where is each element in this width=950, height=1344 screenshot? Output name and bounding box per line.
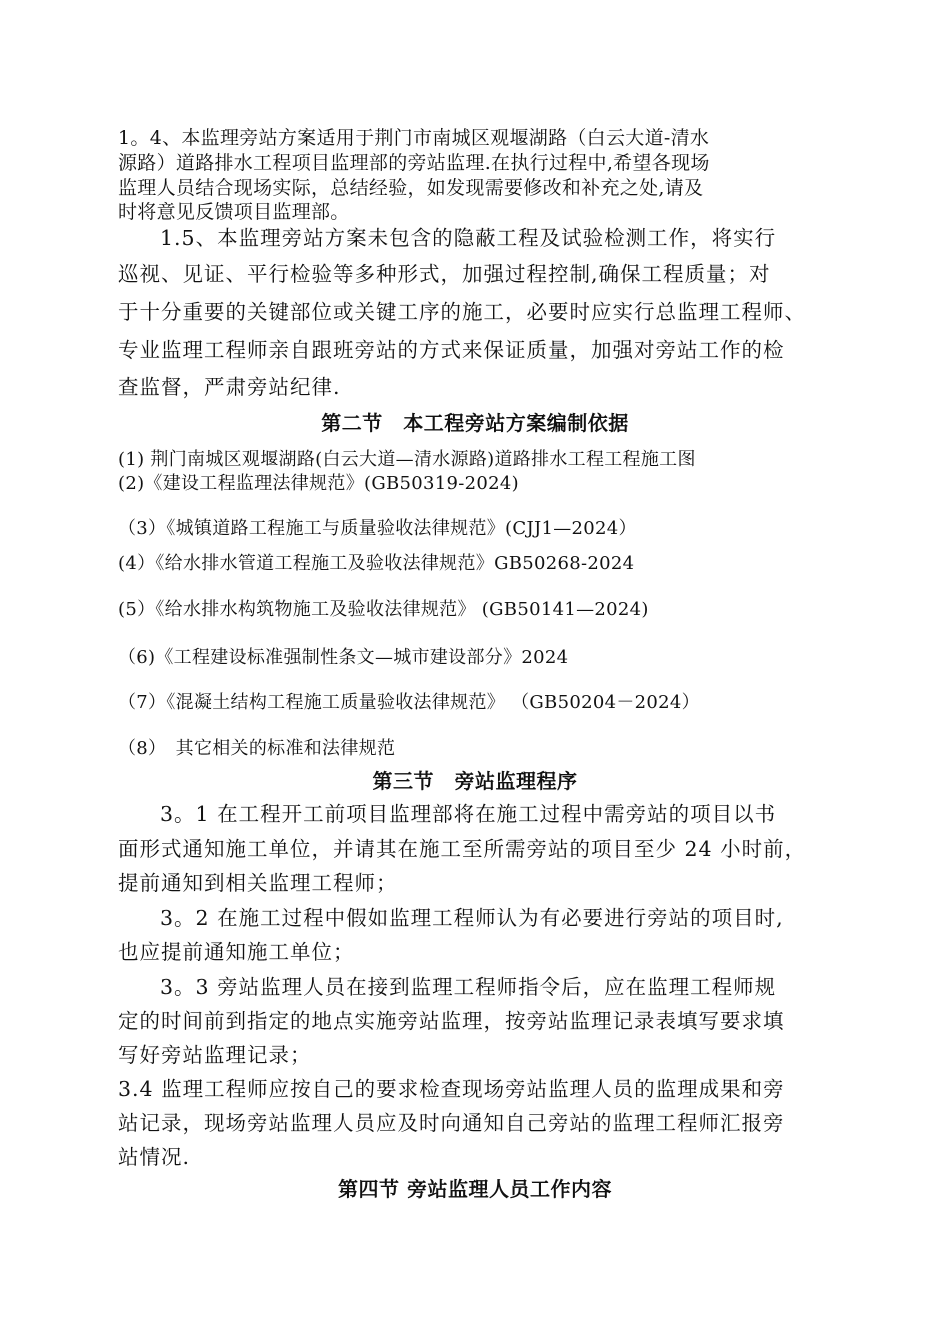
basis-item-8: （8） 其它相关的标准和法律规范: [118, 738, 396, 759]
para-1-4-line-2: 源路）道路排水工程项目监理部的旁站监理.在执行过程中,希望各现场: [118, 152, 710, 174]
para-3-4-line-3: 站情况.: [118, 1145, 191, 1169]
para-1-5-line-3: 于十分重要的关键部位或关键工序的施工，必要时应实行总监理工程师、: [118, 300, 806, 324]
para-3-2-line-2: 也应提前通知施工单位；: [118, 940, 355, 964]
para-3-2-line-1: 3。2 在施工过程中假如监理工程师认为有必要进行旁站的项目时,: [160, 906, 784, 930]
para-3-4-line-1: 3.4 监理工程师应按自己的要求检查现场旁站监理人员的监理成果和旁: [118, 1077, 785, 1101]
para-3-3-line-2: 定的时间前到指定的地点实施旁站监理，按旁站监理记录表填写要求填: [118, 1009, 785, 1033]
basis-item-2: (2)《建设工程监理法律规范》(GB50319-2024): [118, 473, 519, 494]
para-3-4-line-2: 站记录，现场旁站监理人员应及时向通知自己旁站的监理工程师汇报旁: [118, 1111, 785, 1135]
basis-item-5: (5）《给水排水构筑物施工及验收法律规范》 (GB50141—2024): [118, 599, 649, 620]
para-3-1-line-3: 提前通知到相关监理工程师；: [118, 871, 398, 895]
basis-item-4: (4）《给水排水管道工程施工及验收法律规范》GB50268-2024: [118, 553, 635, 574]
section-2-title: 第二节 本工程旁站方案编制依据: [321, 411, 629, 435]
para-1-5-line-2: 巡视、见证、平行检验等多种形式，加强过程控制,确保工程质量；对: [118, 262, 771, 286]
para-3-1-line-1: 3。1 在工程开工前项目监理部将在施工过程中需旁站的项目以书: [160, 802, 777, 826]
para-1-4-line-3: 监理人员结合现场实际，总结经验，如发现需要修改和补充之处,请及: [118, 177, 704, 199]
para-1-5-line-4: 专业监理工程师亲自跟班旁站的方式来保证质量，加强对旁站工作的检: [118, 338, 785, 362]
basis-item-1: (1) 荆门南城区观堰湖路(白云大道—清水源路)道路排水工程工程施工图: [118, 449, 696, 470]
para-1-4-line-1: 1。4、本监理旁站方案适用于荆门市南城区观堰湖路（白云大道-清水: [118, 127, 710, 149]
para-3-3-line-3: 写好旁站监理记录；: [118, 1043, 312, 1067]
basis-item-7: （7）《混凝土结构工程施工质量验收法律规范》 （GB50204－2024）: [118, 692, 700, 713]
section-4-title: 第四节 旁站监理人员工作内容: [338, 1177, 612, 1201]
para-1-5-line-5: 查监督，严肃旁站纪律.: [118, 375, 341, 399]
para-3-3-line-1: 3。3 旁站监理人员在接到监理工程师指令后，应在监理工程师规: [160, 975, 777, 999]
para-1-5-line-1: 1.5、本监理旁站方案未包含的隐蔽工程及试验检测工作，将实行: [160, 226, 777, 250]
para-1-4-line-4: 时将意见反馈项目监理部。: [118, 201, 350, 223]
basis-item-3: （3）《城镇道路工程施工与质量验收法律规范》(CJJ1—2024）: [118, 518, 637, 539]
para-3-1-line-2: 面形式通知施工单位，并请其在施工至所需旁站的项目至少 24 小时前，: [118, 837, 807, 861]
basis-item-6: （6)《工程建设标准强制性条文—城市建设部分》2024: [118, 647, 569, 668]
section-3-title: 第三节 旁站监理程序: [372, 769, 578, 793]
